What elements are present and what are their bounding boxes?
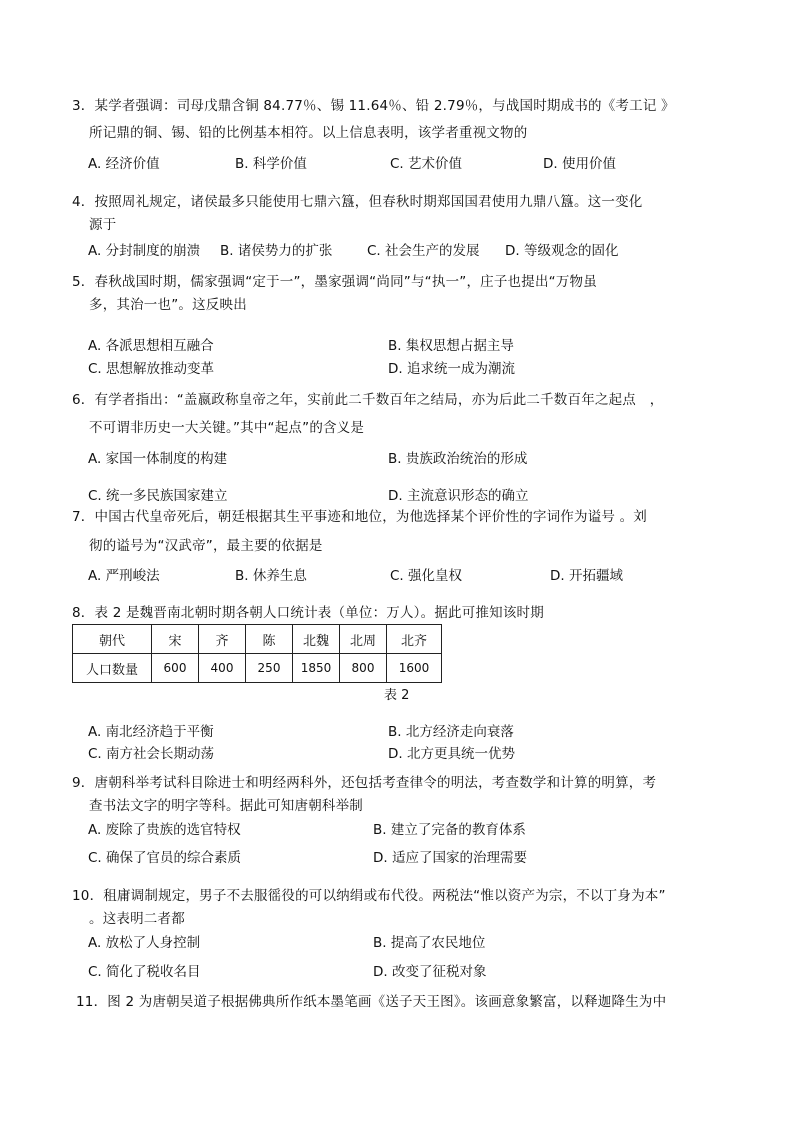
option-d[interactable]: D. 适应了国家的治理需要 (373, 850, 527, 866)
question-8 (72, 603, 732, 623)
table-cell: 800 (340, 654, 387, 683)
question-stem-line: 表 2 是魏晋南北朝时期各朝人口统计表（单位：万人）。据此可推知该时期 (94, 605, 544, 621)
question-stem-line: 春秋战国时期，儒家强调“定于一”，墨家强调“尚同”与“执一”，庄子也提出“万物虽 (94, 274, 597, 290)
population-table (72, 624, 442, 683)
option-b[interactable]: B. 休养生息 (235, 568, 307, 584)
question-7 (72, 507, 732, 556)
option-d[interactable]: D. 北方更具统一优势 (388, 746, 515, 762)
question-number: 7． (72, 509, 95, 525)
table-cell: 250 (246, 654, 293, 683)
table-caption: 表 2 (384, 688, 410, 703)
option-b[interactable]: B. 北方经济走向衰落 (388, 724, 514, 740)
option-d[interactable]: D. 开拓疆域 (550, 568, 623, 584)
option-c[interactable]: C. 思想解放推动变革 (88, 361, 215, 377)
table-cell: 600 (152, 654, 199, 683)
option-d[interactable]: D. 追求统一成为潮流 (388, 361, 515, 377)
table-cell: 1600 (387, 654, 442, 683)
option-b[interactable]: B. 提高了农民地位 (373, 935, 486, 951)
question-11 (76, 992, 736, 1012)
option-a[interactable]: A. 南北经济趋于平衡 (88, 724, 214, 740)
option-b[interactable]: B. 诸侯势力的扩张 (220, 243, 333, 259)
question-stem-line: 不可谓非历史一大关键。”其中“起点”的含义是 (89, 420, 365, 436)
question-stem-line: 图 2 为唐朝吴道子根据佛典所作纸本墨笔画《送子天王图》。该画意象繁富，以释迦降生为中 (107, 994, 667, 1010)
option-c[interactable]: C. 强化皇权 (390, 568, 463, 584)
question-stem-line: 按照周礼规定，诸侯最多只能使用七鼎六簋，但春秋时期郑国国君使用九鼎八簋。这一变化 (94, 194, 643, 210)
option-b[interactable]: B. 贵族政治统治的形成 (388, 451, 528, 467)
question-6 (72, 390, 732, 438)
question-stem-line: 有学者指出：“盖嬴政称皇帝之年，实前此二千数百年之结局，亦为后此二千数百年之起点 ， (94, 392, 664, 408)
option-d[interactable]: D. 改变了征税对象 (373, 964, 487, 980)
question-stem-line: 源于 (89, 217, 117, 233)
question-4 (72, 192, 732, 235)
table-cell: 北魏 (293, 625, 340, 654)
option-c[interactable]: C. 简化了税收名目 (88, 964, 201, 980)
option-b[interactable]: B. 建立了完备的教育体系 (373, 822, 526, 838)
option-c[interactable]: C. 艺术价值 (390, 156, 463, 172)
table-row (73, 625, 442, 654)
table-cell: 齐 (199, 625, 246, 654)
option-a[interactable]: A. 各派思想相互融合 (88, 338, 214, 354)
table-cell: 北周 (340, 625, 387, 654)
table-cell: 陈 (246, 625, 293, 654)
table-cell: 北齐 (387, 625, 442, 654)
option-a[interactable]: A. 分封制度的崩溃 (88, 243, 201, 259)
option-c[interactable]: C. 确保了官员的综合素质 (88, 850, 242, 866)
option-a[interactable]: A. 经济价值 (88, 156, 160, 172)
question-number: 6． (72, 392, 95, 408)
option-d[interactable]: D. 主流意识形态的确立 (388, 488, 529, 504)
option-b[interactable]: B. 集权思想占据主导 (388, 338, 514, 354)
option-a[interactable]: A. 家国一体制度的构建 (88, 451, 228, 467)
question-number: 10． (72, 888, 104, 904)
table-cell: 1850 (293, 654, 340, 683)
option-a[interactable]: A. 放松了人身控制 (88, 935, 201, 951)
table-cell: 朝代 (73, 625, 152, 654)
question-stem-line: 唐朝科举考试科目除进士和明经两科外，还包括考查律令的明法，考查数学和计算的明算，考 (94, 775, 657, 791)
question-number: 8． (72, 605, 95, 621)
option-d[interactable]: D. 等级观念的固化 (505, 243, 619, 259)
table-row (73, 654, 442, 683)
question-10 (72, 886, 732, 929)
question-number: 9． (72, 775, 95, 791)
option-a[interactable]: A. 严刑峻法 (88, 568, 160, 584)
question-number: 11． (76, 994, 108, 1010)
table-cell: 400 (199, 654, 246, 683)
table-cell: 宋 (152, 625, 199, 654)
table-cell: 人口数量 (73, 654, 152, 683)
question-stem-line: 查书法文字的明字等科。据此可知唐朝科举制 (89, 798, 363, 814)
question-stem-line: 彻的谥号为“汉武帝”，最主要的依据是 (89, 538, 323, 554)
question-9 (72, 773, 732, 816)
option-a[interactable]: A. 废除了贵族的选官特权 (88, 822, 241, 838)
option-d[interactable]: D. 使用价值 (543, 156, 616, 172)
question-stem-line: 租庸调制规定，男子不去服徭役的可以纳绢或布代役。两税法“惟以资产为宗，不以丁身为本” (103, 888, 666, 904)
question-number: 3． (72, 98, 95, 114)
question-stem-line: 多，其治一也”。这反映出 (89, 297, 247, 313)
option-c[interactable]: C. 统一多民族国家建立 (88, 488, 228, 504)
question-stem-line: 所记鼎的铜、锡、铅的比例基本相符。以上信息表明，该学者重视文物的 (89, 125, 528, 141)
question-5 (72, 272, 732, 315)
option-b[interactable]: B. 科学价值 (235, 156, 307, 172)
question-stem-line: 某学者强调：司母戊鼎含铜 84.77％、锡 11.64％、铅 2.79％，与战国时期成书的《考工记 》 (94, 98, 675, 114)
option-c[interactable]: C. 社会生产的发展 (367, 243, 480, 259)
question-number: 4． (72, 194, 95, 210)
question-number: 5． (72, 274, 95, 290)
question-stem-line: 中国古代皇帝死后，朝廷根据其生平事迹和地位，为他选择某个评价性的字词作为谥号 。刘 (94, 509, 647, 525)
option-c[interactable]: C. 南方社会长期动荡 (88, 746, 215, 762)
question-3 (72, 96, 732, 143)
question-stem-line: 。这表明二者都 (89, 911, 185, 927)
